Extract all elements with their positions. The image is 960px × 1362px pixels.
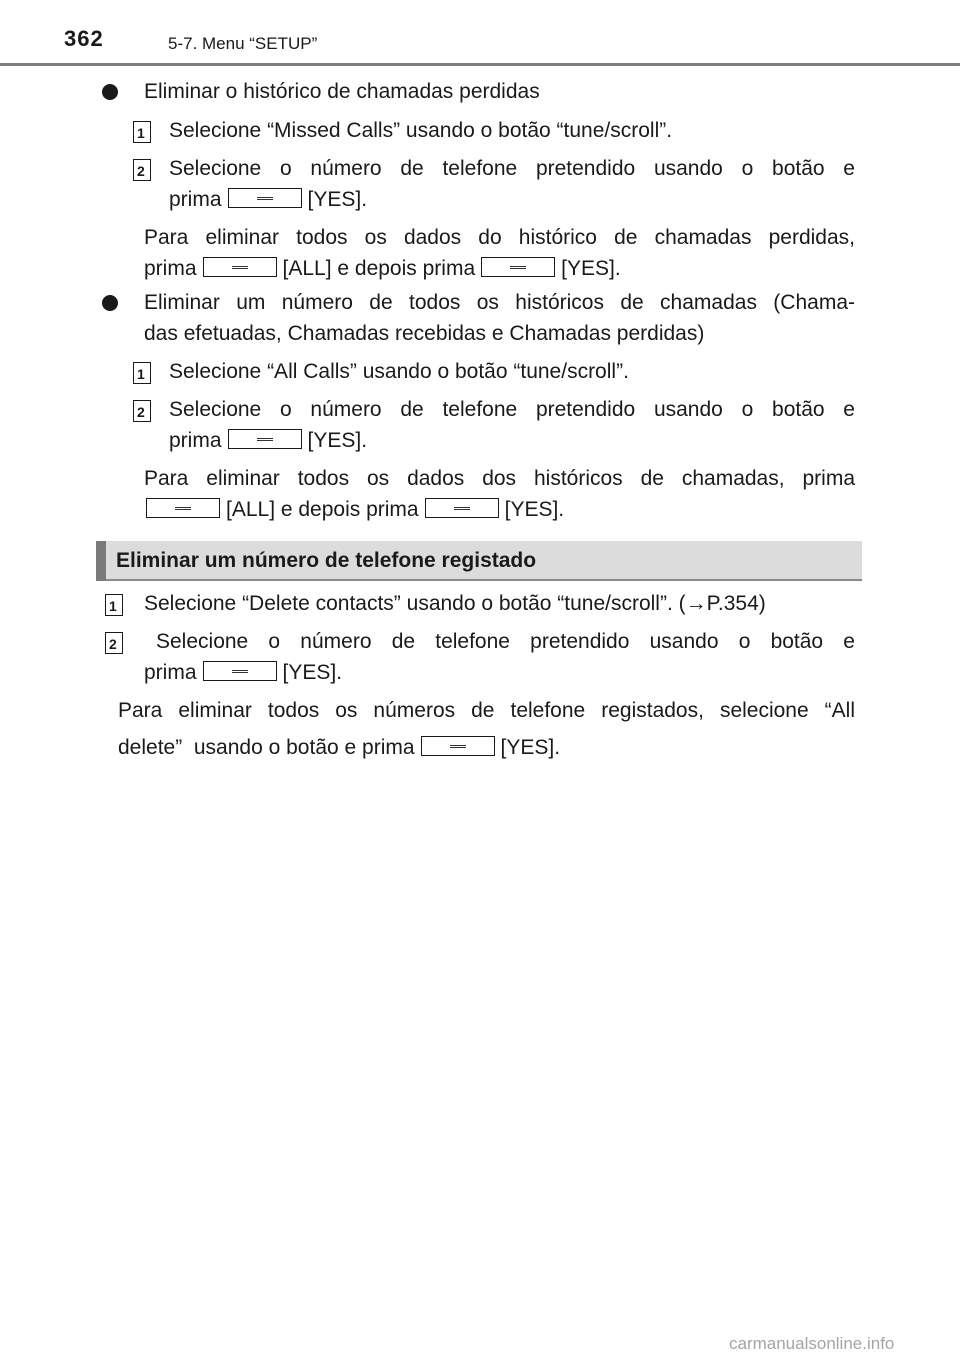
step-text: Selecione “All Calls” usando o botão “tune/scroll”. [169,360,629,383]
text-fragment: [YES]. [307,188,368,211]
step-text: Selecione “Missed Calls” usando o botão “tune/scroll”. [169,119,673,142]
bullet-heading: Eliminar um número de todos os históricos de chamadas (Chama- [144,291,855,314]
dash-button-icon [228,188,302,208]
dash-button-icon [421,736,495,756]
dash-button-icon [425,498,499,518]
text-fragment: prima [144,661,197,684]
note-text-continued [144,255,621,283]
text-fragment: prima [169,188,222,211]
bullet-heading-continued: das efetuadas, Chamadas recebidas e Chamadas perdidas) [144,322,705,345]
dash-button-icon [203,661,277,681]
step-text: Selecione o número de telefone pretendido usando o botão e [169,157,855,180]
step-text: Selecione “Delete contacts” usando o botão “tune/scroll”. (→P.354) [144,592,766,615]
text-fragment: [YES]. [282,661,343,684]
note-text: Para eliminar todos os números de telefone registados, selecione “All [118,699,855,722]
note-text: Para eliminar todos os dados dos históricos de chamadas, prima [144,467,855,490]
step-number-badge: 2 [133,400,151,422]
bullet-icon [102,295,118,311]
text-fragment: prima [169,429,222,452]
bullet-icon [102,84,118,100]
dash-button-icon [203,257,277,277]
step-number-badge: 2 [133,159,151,181]
text-fragment: delete” usando o botão e prima [118,736,415,759]
dash-button-icon [228,429,302,449]
note-text-continued [140,496,564,524]
text-fragment: [ALL] e depois prima [282,257,476,280]
step-number-badge: 1 [133,362,151,384]
step-text: Selecione o número de telefone pretendido usando o botão e [156,630,855,653]
page-number: 362 [64,26,104,51]
dash-button-icon [481,257,555,277]
note-text: Para eliminar todos os dados do histórico de chamadas perdidas, [144,226,855,249]
text-fragment: [YES]. [504,498,565,521]
page-header [0,0,960,70]
step-text: Selecione o número de telefone pretendido usando o botão e [169,398,855,421]
text-fragment: [YES]. [307,429,368,452]
note-text-continued [118,734,560,762]
watermark: carmanualsonline.info [729,1334,895,1353]
step-number-badge: 2 [105,632,123,654]
section-title: 5-7. Menu “SETUP” [168,34,318,53]
text-fragment: prima [144,257,197,280]
step-text-continued [144,659,342,687]
step-number-badge: 1 [133,121,151,143]
section-heading: Eliminar um número de telefone registado [116,549,537,572]
section-banner-accent [96,541,106,581]
step-number-badge: 1 [105,594,123,616]
header-divider [0,63,960,66]
text-fragment: [ALL] e depois prima [226,498,419,521]
step-text-continued [169,186,367,214]
step-text-continued [169,427,367,455]
dash-button-icon [146,498,220,518]
bullet-heading: Eliminar o histórico de chamadas perdidas [144,80,540,103]
text-fragment: [YES]. [561,257,621,280]
text-fragment: [YES]. [500,736,561,759]
